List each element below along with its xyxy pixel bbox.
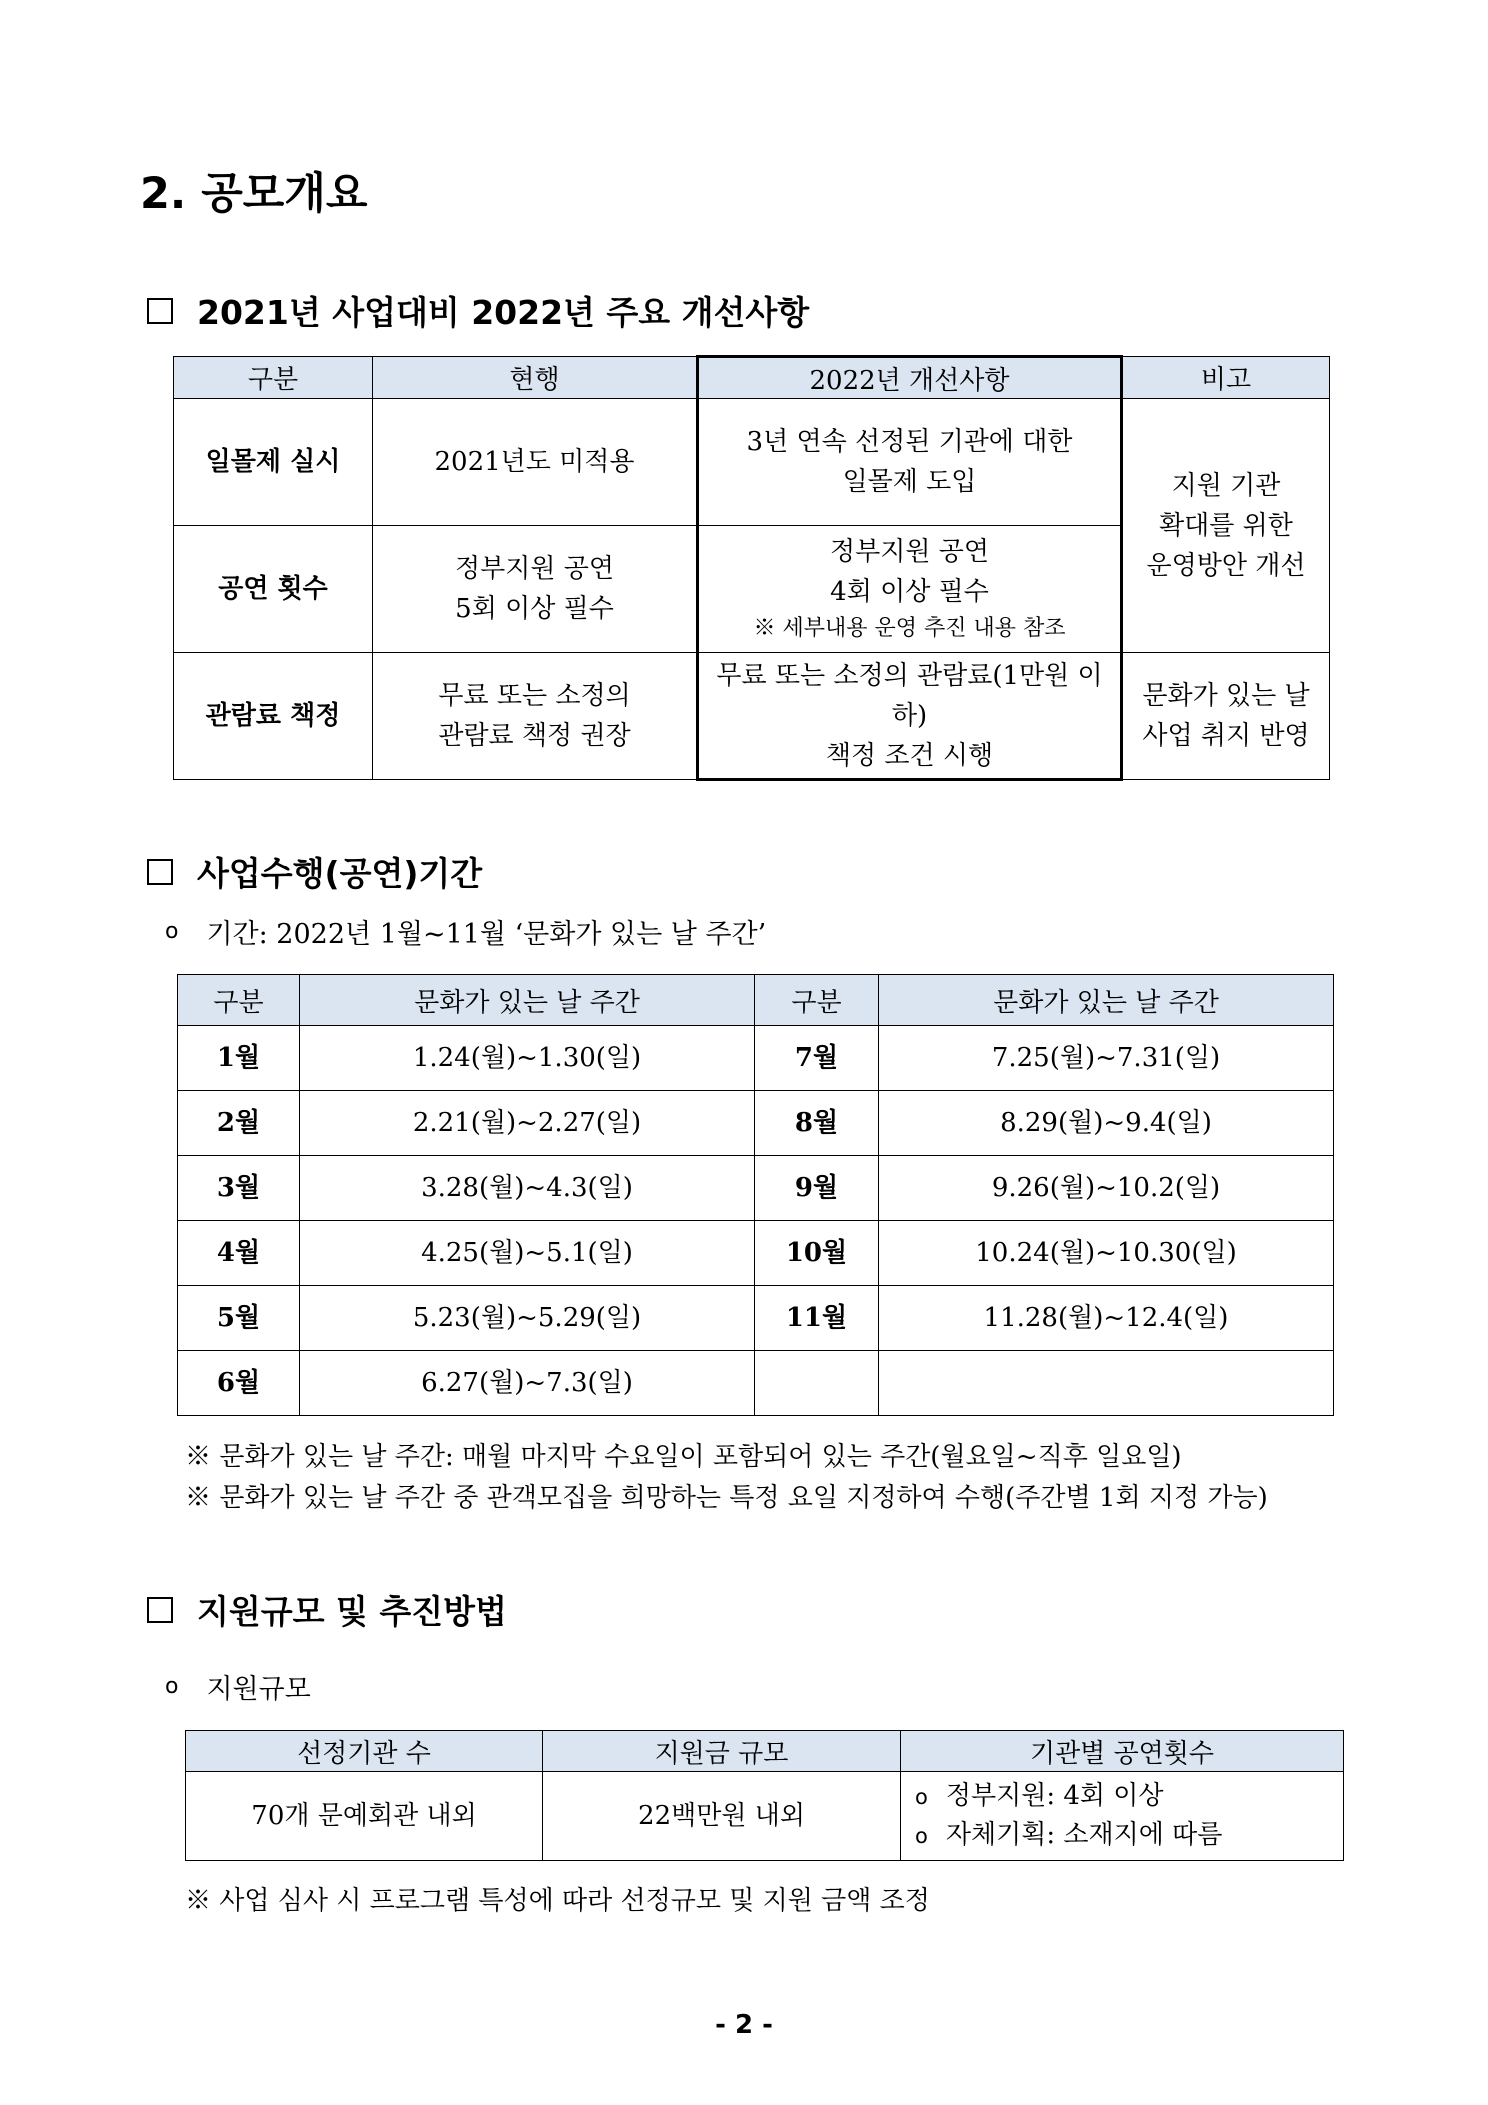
row-current — [373, 526, 698, 653]
row-remark — [1122, 653, 1330, 780]
week-cell: 8.29(월)~9.4(일) — [879, 1091, 1334, 1156]
list-item-text: 정부지원: 4회 이상 — [945, 1781, 1164, 1811]
performances-cell — [901, 1772, 1344, 1861]
circle-bullet-icon: o — [165, 1674, 179, 1699]
header-amount: 지원금 규모 — [543, 1731, 901, 1772]
row-current: 2021년도 미적용 — [373, 399, 698, 526]
week-cell: 9.26(월)~10.2(일) — [879, 1156, 1334, 1221]
week-cell: 2.21(월)~2.27(일) — [300, 1091, 755, 1156]
table-row — [178, 1091, 1334, 1156]
month-cell: 10월 — [755, 1221, 879, 1286]
table-header-row — [174, 357, 1330, 399]
header-improvement: 2022년 개선사항 — [698, 357, 1122, 399]
checkbox-square-icon — [147, 298, 173, 324]
improvement-line: 책정 조건 시행 — [825, 740, 994, 771]
month-cell: 1월 — [178, 1026, 300, 1091]
table-row — [178, 1156, 1334, 1221]
section1-title: 2021년 사업대비 2022년 주요 개선사항 — [197, 293, 810, 332]
current-line: 정부지원 공연 — [455, 554, 614, 584]
month-cell: 11월 — [755, 1286, 879, 1351]
week-cell: 3.28(월)~4.3(일) — [300, 1156, 755, 1221]
header-remark: 비고 — [1122, 357, 1330, 399]
improvement-line: 정부지원 공연 — [830, 537, 989, 567]
row-improvement — [698, 653, 1122, 780]
support-note: ※ 사업 심사 시 프로그램 특성에 따라 선정규모 및 지원 금액 조정 — [185, 1886, 930, 1916]
section2-title-row — [147, 848, 482, 895]
list-item — [915, 1777, 1343, 1816]
month-cell — [755, 1351, 879, 1416]
header-current: 현행 — [373, 357, 698, 399]
month-cell: 7월 — [755, 1026, 879, 1091]
current-line: 무료 또는 소정의 — [438, 681, 631, 711]
row-category: 일몰제 실시 — [174, 399, 373, 526]
month-cell: 5월 — [178, 1286, 300, 1351]
circle-bullet-icon: o — [915, 1824, 928, 1848]
table-row — [174, 399, 1330, 526]
section2-title: 사업수행(공연)기간 — [197, 854, 483, 893]
week-cell: 11.28(월)~12.4(일) — [879, 1286, 1334, 1351]
current-line: 5회 이상 필수 — [455, 594, 614, 624]
month-cell: 8월 — [755, 1091, 879, 1156]
section3-title: 지원규모 및 추진방법 — [197, 1592, 507, 1631]
header-week: 문화가 있는 날 주간 — [879, 975, 1334, 1026]
schedule-table — [177, 974, 1334, 1416]
list-item-text: 자체기획: 소재지에 따름 — [945, 1820, 1223, 1850]
checkbox-square-icon — [147, 1597, 173, 1623]
month-cell: 4월 — [178, 1221, 300, 1286]
remark-line: 지원 기관 — [1171, 470, 1281, 501]
month-cell: 2월 — [178, 1091, 300, 1156]
table-row — [174, 653, 1330, 780]
remark-line: 문화가 있는 날 — [1142, 681, 1310, 711]
page-heading: 2. 공모개요 — [140, 169, 368, 219]
support-bullet-row — [165, 1667, 311, 1706]
improvements-table — [173, 355, 1330, 781]
table-row — [178, 1026, 1334, 1091]
table-header-row — [186, 1731, 1344, 1772]
header-week: 문화가 있는 날 주간 — [300, 975, 755, 1026]
section1-title-row — [147, 287, 809, 334]
row-improvement — [698, 526, 1122, 653]
table-row — [178, 1221, 1334, 1286]
checkbox-square-icon — [147, 859, 173, 885]
period-bullet-row — [165, 912, 766, 951]
table-header-row — [178, 975, 1334, 1026]
month-cell: 9월 — [755, 1156, 879, 1221]
week-cell: 6.27(월)~7.3(일) — [300, 1351, 755, 1416]
count-cell: 70개 문예회관 내외 — [186, 1772, 543, 1861]
merged-remark — [1122, 399, 1330, 653]
month-cell: 3월 — [178, 1156, 300, 1221]
week-cell: 5.23(월)~5.29(일) — [300, 1286, 755, 1351]
header-count: 선정기관 수 — [186, 1731, 543, 1772]
support-bullet-text: 지원규모 — [206, 1674, 311, 1705]
current-line: 관람료 책정 권장 — [438, 721, 631, 751]
header-performances: 기관별 공연횟수 — [901, 1731, 1344, 1772]
support-table — [185, 1730, 1344, 1861]
remark-line: 사업 취지 반영 — [1142, 721, 1310, 751]
period-text: 기간: 2022년 1월~11월 ‘문화가 있는 날 주간’ — [206, 919, 767, 950]
table-row — [178, 1286, 1334, 1351]
week-cell: 1.24(월)~1.30(일) — [300, 1026, 755, 1091]
week-cell: 10.24(월)~10.30(일) — [879, 1221, 1334, 1286]
row-improvement — [698, 399, 1122, 526]
schedule-note: ※ 문화가 있는 날 주간 중 관객모집을 희망하는 특정 요일 지정하여 수행(주간별 1회 지정 가능) — [185, 1483, 1268, 1513]
table-row — [186, 1772, 1344, 1861]
schedule-note: ※ 문화가 있는 날 주간: 매월 마지막 수요일이 포함되어 있는 주간(월요일~직후 일요일) — [185, 1442, 1182, 1472]
week-cell: 4.25(월)~5.1(일) — [300, 1221, 755, 1286]
list-item — [915, 1816, 1343, 1855]
improvement-line: 4회 이상 필수 — [830, 577, 989, 607]
amount-cell: 22백만원 내외 — [543, 1772, 901, 1861]
table-row — [178, 1351, 1334, 1416]
row-category: 공연 횟수 — [174, 526, 373, 653]
page-number: - 2 - — [715, 2010, 773, 2040]
improvement-line: 무료 또는 소정의 관람료(1만원 이하) — [716, 660, 1103, 731]
row-current — [373, 653, 698, 780]
row-category: 관람료 책정 — [174, 653, 373, 780]
month-cell: 6월 — [178, 1351, 300, 1416]
week-cell: 7.25(월)~7.31(일) — [879, 1026, 1334, 1091]
header-category: 구분 — [174, 357, 373, 399]
circle-bullet-icon: o — [165, 919, 179, 944]
section3-title-row — [147, 1586, 507, 1633]
circle-bullet-icon: o — [915, 1785, 928, 1809]
header-month: 구분 — [755, 975, 879, 1026]
improvement-line: 일몰제 도입 — [842, 467, 977, 497]
remark-line: 운영방안 개선 — [1146, 550, 1306, 581]
remark-line: 확대를 위한 — [1159, 510, 1293, 541]
improvement-note: ※ 세부내용 운영 추진 내용 참조 — [753, 616, 1066, 641]
header-month: 구분 — [178, 975, 300, 1026]
improvement-line: 3년 연속 선정된 기관에 대한 — [746, 427, 1073, 457]
week-cell — [879, 1351, 1334, 1416]
